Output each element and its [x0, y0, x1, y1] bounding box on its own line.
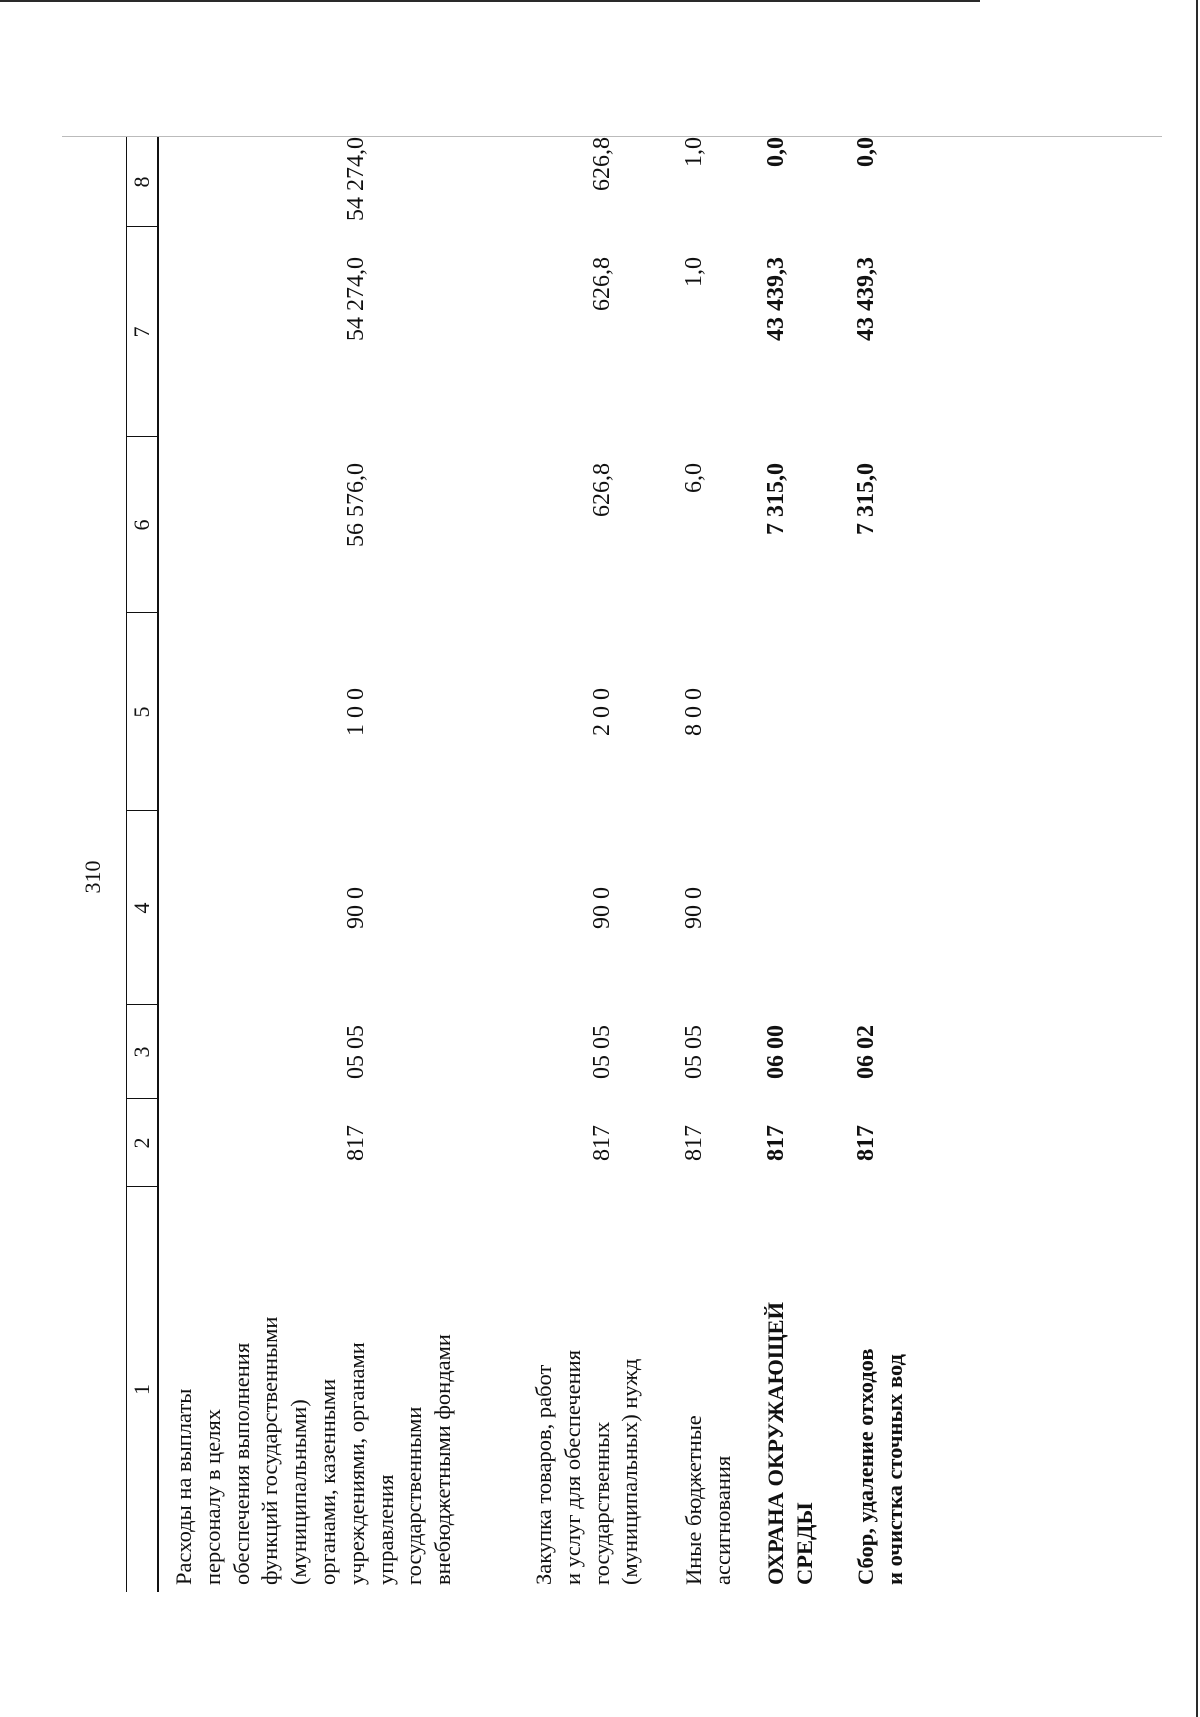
- cell-row5-col6: 7 315,0: [853, 463, 879, 535]
- cell-row2-col8: 626,8: [589, 137, 615, 191]
- table-header-bottom-rule: [157, 137, 159, 1592]
- column-number-7: 7: [129, 326, 154, 338]
- cell-row3-col5: 8 0 0: [681, 688, 707, 736]
- column-number-6: 6: [129, 519, 154, 531]
- row-label-environmental-protection: ОХРАНА ОКРУЖАЮЩЕЙ СРЕДЫ: [763, 1301, 817, 1585]
- cell-row5-col3: 06 02: [853, 1025, 879, 1079]
- cell-row3-col3: 05 05: [681, 1025, 707, 1079]
- cell-row1-col6: 56 576,0: [343, 463, 369, 547]
- cell-row1-col7: 54 274,0: [343, 257, 369, 341]
- cell-row2-col7: 626,8: [589, 257, 615, 311]
- cell-row3-col4: 90 0: [681, 887, 707, 929]
- column-number-8: 8: [129, 176, 154, 188]
- cell-row3-col8: 1,0: [681, 137, 707, 167]
- column-number-4: 4: [129, 902, 154, 914]
- cell-row5-col8: 0,0: [853, 137, 879, 167]
- cell-row1-col5: 1 0 0: [343, 688, 369, 736]
- cell-row3-col2: 817: [681, 1125, 707, 1161]
- column-number-2: 2: [129, 1137, 154, 1149]
- row-label-other-allocations: Иные бюджетные ассигнования: [681, 1415, 735, 1585]
- cell-row2-col6: 626,8: [589, 463, 615, 517]
- cell-row1-col3: 05 05: [343, 1025, 369, 1079]
- cell-row4-col3: 06 00: [763, 1025, 789, 1079]
- cell-row1-col4: 90 0: [343, 887, 369, 929]
- cell-row4-col7: 43 439,3: [763, 257, 789, 341]
- page-number: 310: [80, 860, 105, 894]
- cell-row2-col2: 817: [589, 1125, 615, 1161]
- cell-row2-col3: 05 05: [589, 1025, 615, 1079]
- cell-row1-col2: 817: [343, 1125, 369, 1161]
- row-label-waste-collection: Сбор, удаление отходов и очистка сточных вод: [853, 1348, 907, 1585]
- cell-row2-col5: 2 0 0: [589, 688, 615, 736]
- cell-row3-col7: 1,0: [681, 257, 707, 287]
- column-number-5: 5: [129, 706, 154, 718]
- column-number-1: 1: [129, 1384, 154, 1395]
- cell-row4-col2: 817: [763, 1125, 789, 1161]
- table-header-top-rule: [126, 137, 127, 1592]
- cell-row5-col7: 43 439,3: [853, 257, 879, 341]
- cell-row5-col2: 817: [853, 1125, 879, 1161]
- cell-row1-col8: 54 274,0: [343, 137, 369, 221]
- cell-row2-col4: 90 0: [589, 887, 615, 929]
- row-label-personnel-expenses: Расходы на выплаты персоналу в целях обеспечения выполнения функций государственными (муниципальными) органами, казенными учреждениями, органами управления государственными внебюджетными фондами: [171, 1316, 456, 1585]
- column-number-3: 3: [129, 1046, 154, 1058]
- row-label-procurement: Закупка товаров, работ и услуг для обеспечения государственных (муниципальных) нужд: [531, 1349, 643, 1585]
- cell-row3-col6: 6,0: [681, 463, 707, 493]
- cell-row4-col8: 0,0: [763, 137, 789, 167]
- cell-row4-col6: 7 315,0: [763, 463, 789, 535]
